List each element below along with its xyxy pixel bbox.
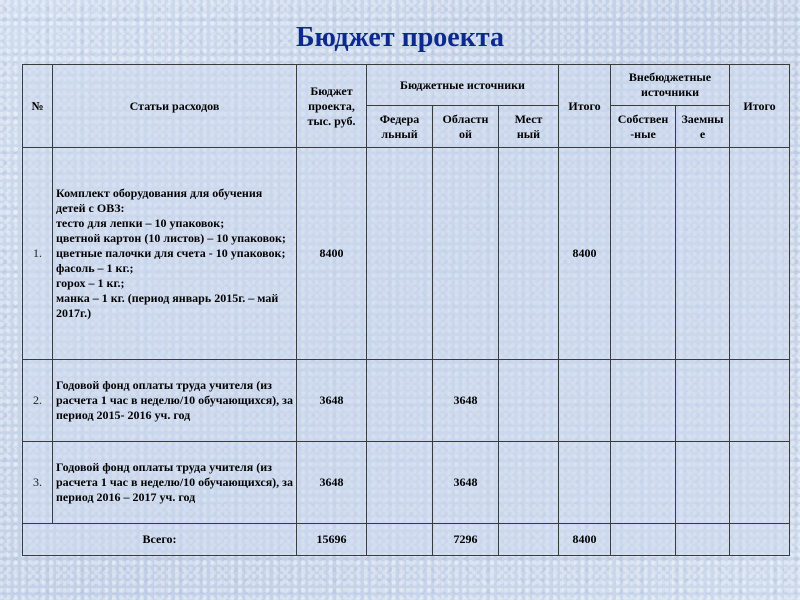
total-local: [499, 524, 559, 556]
cell-local: [499, 442, 559, 524]
cell-local: [499, 360, 559, 442]
item-line: цветной картон (10 листов) – 10 упаковок;: [56, 231, 286, 245]
cell-federal: [367, 442, 433, 524]
cell-regional: 3648: [433, 360, 499, 442]
cell-budget: 8400: [297, 148, 367, 360]
total-total1: 8400: [559, 524, 611, 556]
header-budget-sources: Бюджетные источники: [367, 65, 559, 106]
cell-borrowed: [676, 442, 730, 524]
cell-budget: 3648: [297, 360, 367, 442]
row-num: 3.: [23, 442, 53, 524]
table-row: [23, 442, 790, 524]
header-total2: Итого: [730, 65, 790, 148]
total-borrowed: [676, 524, 730, 556]
header-items: Статьи расходов: [53, 65, 297, 148]
total-regional: 7296: [433, 524, 499, 556]
row-item: [53, 148, 297, 360]
cell-total1: [559, 360, 611, 442]
cell-total2: [730, 360, 790, 442]
cell-borrowed: [676, 148, 730, 360]
total-row: [23, 524, 790, 556]
total-budget: 15696: [297, 524, 367, 556]
cell-local: [499, 148, 559, 360]
header-own: Собствен -ные: [611, 106, 676, 148]
cell-own: [611, 442, 676, 524]
item-line: фасоль – 1 кг.;: [56, 261, 134, 275]
item-line: Комплект оборудования для обучения детей с ОВЗ:: [56, 186, 263, 215]
table-row: [23, 148, 790, 360]
cell-own: [611, 148, 676, 360]
total-total2: [730, 524, 790, 556]
row-item: [53, 442, 297, 524]
item-line: манка – 1 кг. (период январь 2015г. – май 2017г.): [56, 291, 279, 320]
item-line: горох – 1 кг.;: [56, 276, 125, 290]
cell-regional: 3648: [433, 442, 499, 524]
header-local: Мест ный: [499, 106, 559, 148]
cell-total2: [730, 148, 790, 360]
header-federal: Федера льный: [367, 106, 433, 148]
header-total1: Итого: [559, 65, 611, 148]
header-extra-sources: Внебюджетные источники: [611, 65, 730, 106]
item-line: цветные палочки для счета - 10 упаковок;: [56, 246, 286, 260]
cell-own: [611, 360, 676, 442]
total-federal: [367, 524, 433, 556]
header-row-1: [23, 65, 790, 106]
row-num: 1.: [23, 148, 53, 360]
item-line: Годовой фонд оплаты труда учителя (из расчета 1 час в неделю/10 обучающихся), за период 2016 – 2017 уч. год: [56, 460, 293, 504]
header-regional: Областн ой: [433, 106, 499, 148]
cell-borrowed: [676, 360, 730, 442]
cell-regional: [433, 148, 499, 360]
cell-federal: [367, 148, 433, 360]
page-title: Бюджет проекта: [296, 22, 504, 53]
row-item: [53, 360, 297, 442]
budget-table: [22, 64, 790, 556]
header-num: №: [23, 65, 53, 148]
cell-budget: 3648: [297, 442, 367, 524]
cell-total2: [730, 442, 790, 524]
cell-federal: [367, 360, 433, 442]
cell-total1: [559, 442, 611, 524]
header-budget: Бюджет проекта, тыс. руб.: [297, 65, 367, 148]
item-line: Годовой фонд оплаты труда учителя (из расчета 1 час в неделю/10 обучающихся), за период 2015- 2016 уч. год: [56, 378, 293, 422]
header-borrowed: Заемны е: [676, 106, 730, 148]
total-label: Всего:: [23, 524, 297, 556]
item-line: тесто для лепки – 10 упаковок;: [56, 216, 225, 230]
table-row: [23, 360, 790, 442]
row-num: 2.: [23, 360, 53, 442]
cell-total1: 8400: [559, 148, 611, 360]
total-own: [611, 524, 676, 556]
